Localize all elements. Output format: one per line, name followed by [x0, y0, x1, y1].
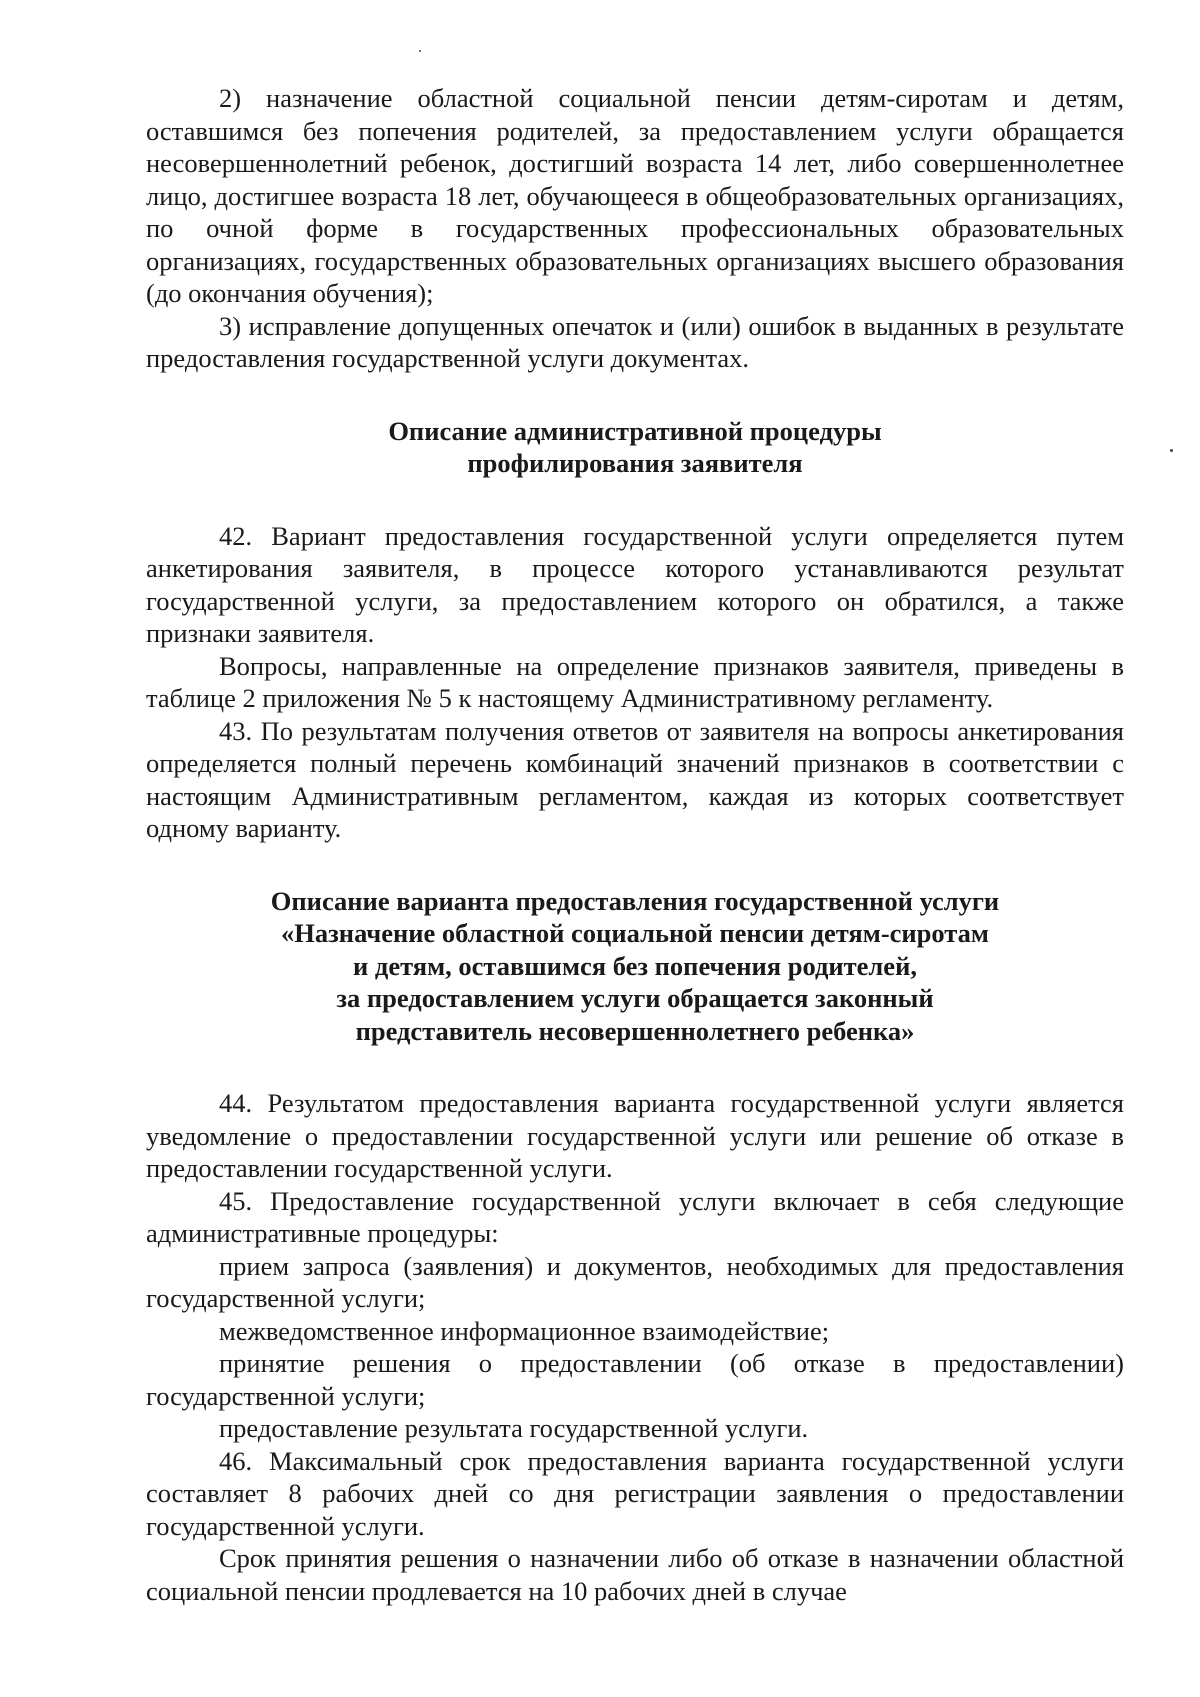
- heading-line: «Назначение областной социальной пенсии детям-сиротам: [281, 918, 989, 948]
- paragraph-42: 42. Вариант предоставления государственной услуги определяется путем анкетирования заявителя, в процессе которого устанавливаются результат государственной услуги, за предоставлением которого он обратился, а также признаки заявителя.: [146, 520, 1124, 648]
- paragraph-46: 46. Максимальный срок предоставления варианта государственной услуги составляет 8 рабочих дней со дня регистрации заявления о предоставлении государственной услуги.: [146, 1445, 1124, 1541]
- section-heading-variant: [146, 885, 1124, 1048]
- paragraph-44: 44. Результатом предоставления варианта государственной услуги является уведомление о предоставлении государственной услуги или решение об отказе в предоставлении государственной услуги.: [146, 1088, 1124, 1183]
- paragraph-42-questions: Вопросы, направленные на определение признаков заявителя, приведены в таблице 2 приложения № 5 к настоящему Административному регламенту.: [146, 650, 1124, 713]
- heading-line: профилирования заявителя: [467, 448, 803, 478]
- procedure-item: предоставление результата государственной услуги.: [219, 1413, 809, 1443]
- heading-line: представитель несовершеннолетнего ребенка»: [355, 1015, 915, 1046]
- heading-line: Описание варианта предоставления государственной услуги: [270, 885, 1000, 916]
- paragraph-46-term: Срок принятия решения о назначении либо об отказе в назначении областной социальной пенсии продлевается на 10 рабочих дней в случае: [146, 1543, 1124, 1606]
- paragraph-45: 45. Предоставление государственной услуги включает в себя следующие административные процедуры:: [146, 1185, 1124, 1248]
- scan-speck: [1170, 449, 1173, 452]
- procedure-item: межведомственное информационное взаимодействие;: [219, 1315, 830, 1346]
- heading-line: за предоставлением услуги обращается законный: [336, 983, 934, 1013]
- heading-line: и детям, оставшимся без попечения родителей,: [353, 950, 917, 981]
- heading-line: Описание административной процедуры: [388, 415, 882, 446]
- document-page: [146, 82, 1124, 1607]
- procedure-item: прием запроса (заявления) и документов, необходимых для предоставления государственной услуги;: [146, 1250, 1124, 1313]
- list-item-3: 3) исправление допущенных опечаток и (или) ошибок в выданных в результате предоставления государственной услуги документах.: [146, 310, 1124, 373]
- list-item-2: 2) назначение областной социальной пенсии детям-сиротам и детям, оставшимся без попечения родителей, за предоставлением услуги обращается несовершеннолетний ребенок, достигший возраста 14 лет, либо совершеннолетнее лицо, достигшее возраста 18 лет, обучающееся в общеобразовательных организациях, по очной форме в государственных профессиональных образовательных организациях, государственных образовательных организациях высшего образования (до окончания обучения);: [146, 83, 1124, 308]
- procedure-item: принятие решения о предоставлении (об отказе в предоставлении) государственной услуги;: [146, 1348, 1124, 1411]
- paragraph-43: 43. По результатам получения ответов от заявителя на вопросы анкетирования определяется полный перечень комбинаций значений признаков в соответствии с настоящим Административным регламентом, каждая из которых соответствует одному варианту.: [146, 715, 1124, 843]
- section-heading-profiling: [146, 415, 1124, 480]
- scan-speck: [419, 50, 421, 52]
